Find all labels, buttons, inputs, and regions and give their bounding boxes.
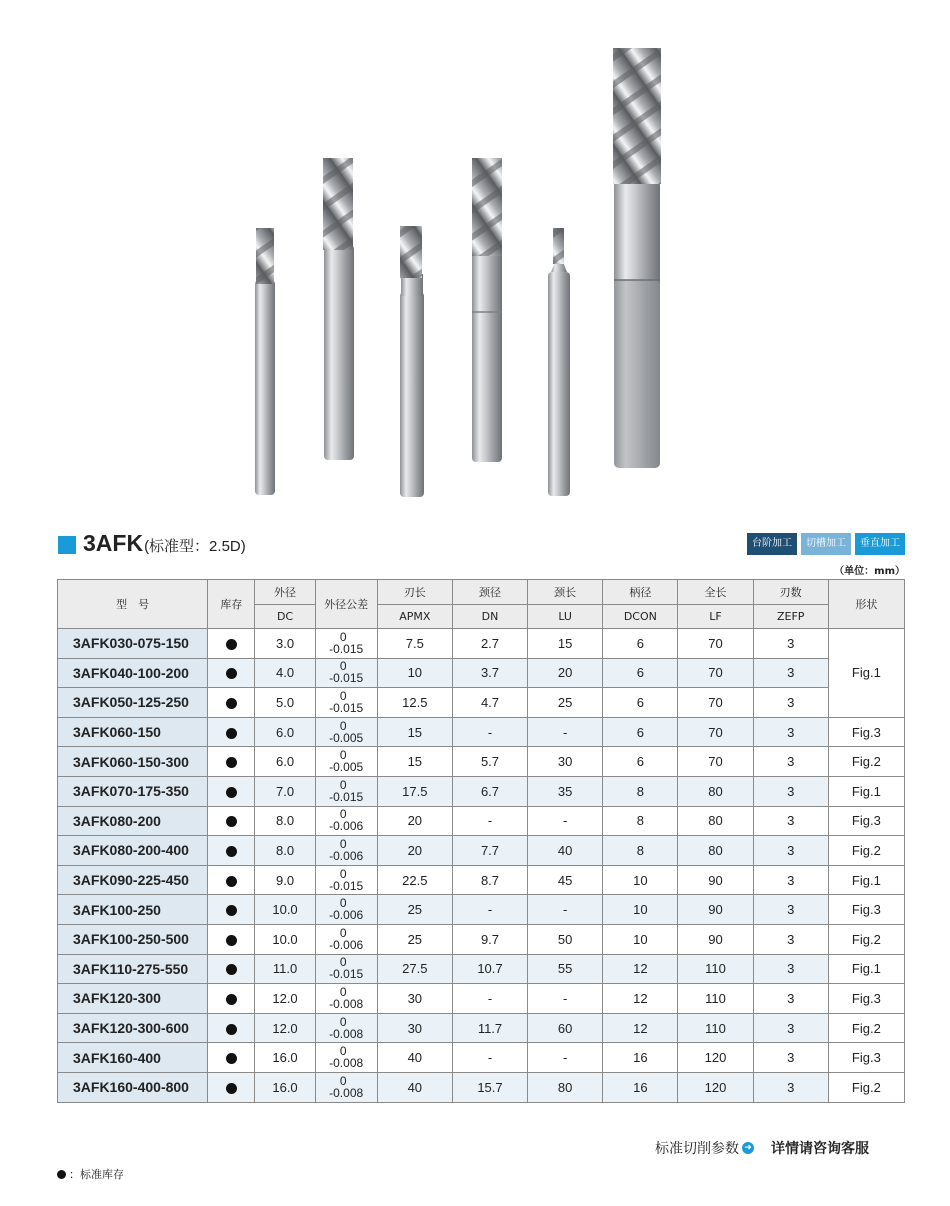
- model-cell: 3AFK080-200-400: [58, 836, 208, 866]
- lf-cell: 110: [678, 984, 753, 1014]
- dcon-cell: 10: [603, 895, 678, 925]
- tag-step-machining: 台阶加工: [747, 533, 797, 555]
- dcon-cell: 6: [603, 688, 678, 718]
- apmx-cell: 25: [377, 924, 452, 954]
- shape-cell: Fig.2: [828, 924, 904, 954]
- col-dn-code: DN: [452, 605, 527, 629]
- tolerance-upper: 0: [339, 1073, 347, 1088]
- tolerance-lower: -0.015: [329, 878, 364, 893]
- model-cell: 3AFK160-400: [58, 1043, 208, 1073]
- zefp-cell: 3: [753, 1072, 828, 1102]
- col-dc-code: DC: [255, 605, 315, 629]
- apmx-cell: 20: [377, 836, 452, 866]
- apmx-cell: 22.5: [377, 865, 452, 895]
- table-row: [58, 836, 905, 866]
- stock-dot-icon: [226, 787, 237, 798]
- shape-cell: Fig.1: [828, 629, 904, 718]
- apmx-cell: 15: [377, 717, 452, 747]
- table-row: [58, 1013, 905, 1043]
- series-title: [58, 530, 246, 560]
- stock-cell: [208, 747, 255, 777]
- dn-cell: 7.7: [452, 836, 527, 866]
- stock-cell: [208, 836, 255, 866]
- model-cell: 3AFK080-200: [58, 806, 208, 836]
- model-cell: 3AFK050-125-250: [58, 688, 208, 718]
- lu-cell: -: [528, 1043, 603, 1073]
- dc-cell: 3.0: [255, 629, 315, 659]
- dc-cell: 9.0: [255, 865, 315, 895]
- dc-cell: 16.0: [255, 1072, 315, 1102]
- end-mill-product-photo: [0, 0, 950, 510]
- tolerance-lower: -0.008: [329, 996, 364, 1011]
- model-cell: 3AFK060-150-300: [58, 747, 208, 777]
- dc-cell: 8.0: [255, 836, 315, 866]
- col-lu: 颈长: [528, 580, 603, 605]
- stock-dot-icon: [226, 816, 237, 827]
- col-lu-code: LU: [528, 605, 603, 629]
- col-apmx-code: APMX: [377, 605, 452, 629]
- end-mill-2: [323, 158, 354, 460]
- dc-cell: 12.0: [255, 984, 315, 1014]
- zefp-cell: 3: [753, 895, 828, 925]
- zefp-cell: 3: [753, 747, 828, 777]
- tolerance-lower: -0.005: [329, 730, 364, 745]
- lu-cell: -: [528, 895, 603, 925]
- stock-cell: [208, 984, 255, 1014]
- dn-cell: 4.7: [452, 688, 527, 718]
- stock-cell: [208, 865, 255, 895]
- tolerance-lower: -0.015: [329, 700, 364, 715]
- tolerance-upper: 0: [339, 807, 347, 822]
- stock-legend-text: ：标准库存: [69, 1168, 124, 1181]
- lu-cell: 20: [528, 658, 603, 688]
- apmx-cell: 20: [377, 806, 452, 836]
- zefp-cell: 3: [753, 924, 828, 954]
- dn-cell: 5.7: [452, 747, 527, 777]
- col-shape: 形状: [828, 580, 904, 629]
- tolerance-cell: [315, 658, 377, 688]
- col-dcon-code: DCON: [603, 605, 678, 629]
- dcon-cell: 16: [603, 1072, 678, 1102]
- lu-cell: 55: [528, 954, 603, 984]
- model-cell: 3AFK040-100-200: [58, 658, 208, 688]
- tolerance-cell: [315, 747, 377, 777]
- zefp-cell: 3: [753, 688, 828, 718]
- model-cell: 3AFK060-150: [58, 717, 208, 747]
- dcon-cell: 12: [603, 1013, 678, 1043]
- tolerance-cell: [315, 865, 377, 895]
- tolerance-cell: [315, 984, 377, 1014]
- spec-table-body: [58, 629, 905, 1103]
- stock-dot-icon: [226, 698, 237, 709]
- dcon-cell: 12: [603, 984, 678, 1014]
- spec-table: [57, 579, 905, 1103]
- apmx-cell: 40: [377, 1043, 452, 1073]
- lu-cell: 35: [528, 776, 603, 806]
- stock-dot-icon: [226, 728, 237, 739]
- table-row: [58, 1072, 905, 1102]
- stock-dot-icon: [226, 668, 237, 679]
- stock-cell: [208, 1013, 255, 1043]
- dc-cell: 8.0: [255, 806, 315, 836]
- stock-dot-icon: [226, 1024, 237, 1035]
- tolerance-upper: 0: [339, 955, 347, 970]
- lf-cell: 70: [678, 629, 753, 659]
- lf-cell: 90: [678, 865, 753, 895]
- dcon-cell: 10: [603, 865, 678, 895]
- dcon-cell: 6: [603, 658, 678, 688]
- end-mill-5: [548, 228, 570, 496]
- col-zefp: 刃数: [753, 580, 828, 605]
- table-row: [58, 629, 905, 659]
- lf-cell: 70: [678, 747, 753, 777]
- tolerance-upper: 0: [339, 718, 347, 733]
- title-marker: [58, 536, 76, 554]
- zefp-cell: 3: [753, 717, 828, 747]
- stock-dot-icon: [57, 1170, 66, 1179]
- lu-cell: 80: [528, 1072, 603, 1102]
- tolerance-upper: 0: [339, 659, 347, 674]
- end-mill-6: [613, 48, 661, 468]
- col-dcon: 柄径: [603, 580, 678, 605]
- shape-cell: Fig.2: [828, 1013, 904, 1043]
- zefp-cell: 3: [753, 806, 828, 836]
- table-row: [58, 717, 905, 747]
- tolerance-upper: 0: [339, 925, 347, 940]
- stock-dot-icon: [226, 935, 237, 946]
- dc-cell: 6.0: [255, 717, 315, 747]
- tolerance-upper: 0: [339, 836, 347, 851]
- tag-slotting: 切槽加工: [801, 533, 851, 555]
- tag-vertical-machining: 垂直加工: [855, 533, 905, 555]
- col-model: 型 号: [58, 580, 208, 629]
- dc-cell: 10.0: [255, 895, 315, 925]
- dcon-cell: 6: [603, 747, 678, 777]
- tolerance-upper: 0: [339, 1044, 347, 1059]
- lu-cell: 60: [528, 1013, 603, 1043]
- application-tags: [747, 533, 905, 555]
- apmx-cell: 30: [377, 984, 452, 1014]
- stock-cell: [208, 806, 255, 836]
- tolerance-lower: -0.008: [329, 1085, 364, 1100]
- tolerance-lower: -0.015: [329, 789, 364, 804]
- tolerance-lower: -0.006: [329, 908, 364, 923]
- stock-dot-icon: [226, 1083, 237, 1094]
- stock-cell: [208, 895, 255, 925]
- shape-cell: Fig.2: [828, 1072, 904, 1102]
- dn-cell: -: [452, 984, 527, 1014]
- stock-dot-icon: [226, 1053, 237, 1064]
- lu-cell: 30: [528, 747, 603, 777]
- end-mill-3: [400, 226, 424, 497]
- stock-cell: [208, 1043, 255, 1073]
- col-apmx: 刃长: [377, 580, 452, 605]
- tolerance-cell: [315, 1013, 377, 1043]
- dc-cell: 16.0: [255, 1043, 315, 1073]
- lf-cell: 80: [678, 806, 753, 836]
- lf-cell: 70: [678, 688, 753, 718]
- tolerance-upper: 0: [339, 688, 347, 703]
- tolerance-lower: -0.006: [329, 819, 364, 834]
- shape-cell: Fig.2: [828, 747, 904, 777]
- dc-cell: 7.0: [255, 776, 315, 806]
- tolerance-cell: [315, 895, 377, 925]
- tolerance-lower: -0.005: [329, 760, 364, 775]
- dn-cell: -: [452, 717, 527, 747]
- end-mill-4: [472, 158, 502, 462]
- tolerance-upper: 0: [339, 866, 347, 881]
- apmx-cell: 25: [377, 895, 452, 925]
- lf-cell: 70: [678, 658, 753, 688]
- tolerance-upper: 0: [339, 984, 347, 999]
- apmx-cell: 10: [377, 658, 452, 688]
- tolerance-upper: 0: [339, 629, 347, 644]
- stock-dot-icon: [226, 994, 237, 1005]
- lf-cell: 80: [678, 776, 753, 806]
- model-cell: 3AFK160-400-800: [58, 1072, 208, 1102]
- lf-cell: 70: [678, 717, 753, 747]
- stock-cell: [208, 717, 255, 747]
- stock-cell: [208, 924, 255, 954]
- stock-cell: [208, 658, 255, 688]
- apmx-cell: 12.5: [377, 688, 452, 718]
- tolerance-lower: -0.015: [329, 967, 364, 982]
- table-row: [58, 924, 905, 954]
- dcon-cell: 12: [603, 954, 678, 984]
- shape-cell: Fig.1: [828, 954, 904, 984]
- stock-dot-icon: [226, 905, 237, 916]
- dn-cell: 8.7: [452, 865, 527, 895]
- series-subtitle: (标准型：2.5D): [144, 538, 246, 555]
- unit-note: （单位：mm）: [834, 566, 905, 577]
- table-row: [58, 954, 905, 984]
- lf-cell: 120: [678, 1043, 753, 1073]
- apmx-cell: 17.5: [377, 776, 452, 806]
- tolerance-cell: [315, 717, 377, 747]
- zefp-cell: 3: [753, 629, 828, 659]
- dn-cell: 10.7: [452, 954, 527, 984]
- tolerance-cell: [315, 836, 377, 866]
- dn-cell: 6.7: [452, 776, 527, 806]
- col-dn: 颈径: [452, 580, 527, 605]
- shape-cell: Fig.3: [828, 1043, 904, 1073]
- table-row: [58, 776, 905, 806]
- apmx-cell: 15: [377, 747, 452, 777]
- table-row: [58, 658, 905, 688]
- dc-cell: 4.0: [255, 658, 315, 688]
- tolerance-cell: [315, 629, 377, 659]
- dn-cell: 2.7: [452, 629, 527, 659]
- tolerance-lower: -0.008: [329, 1026, 364, 1041]
- zefp-cell: 3: [753, 1013, 828, 1043]
- stock-dot-icon: [226, 757, 237, 768]
- cutting-params-link[interactable]: 标准切削参数: [655, 1141, 739, 1157]
- lf-cell: 110: [678, 1013, 753, 1043]
- stock-cell: [208, 688, 255, 718]
- shape-cell: Fig.3: [828, 984, 904, 1014]
- tolerance-upper: 0: [339, 748, 347, 763]
- footer-links: [655, 1138, 869, 1158]
- tolerance-lower: -0.006: [329, 848, 364, 863]
- lf-cell: 110: [678, 954, 753, 984]
- tolerance-cell: [315, 954, 377, 984]
- stock-dot-icon: [226, 876, 237, 887]
- tolerance-upper: 0: [339, 777, 347, 792]
- col-stock: 库存: [208, 580, 255, 629]
- zefp-cell: 3: [753, 1043, 828, 1073]
- dn-cell: 15.7: [452, 1072, 527, 1102]
- col-tolerance: 外径公差: [315, 580, 377, 629]
- model-cell: 3AFK100-250-500: [58, 924, 208, 954]
- tolerance-lower: -0.015: [329, 671, 364, 686]
- arrow-right-icon[interactable]: ➜: [742, 1142, 754, 1154]
- lu-cell: 15: [528, 629, 603, 659]
- table-row: [58, 984, 905, 1014]
- tolerance-cell: [315, 806, 377, 836]
- table-row: [58, 895, 905, 925]
- dcon-cell: 10: [603, 924, 678, 954]
- model-cell: 3AFK030-075-150: [58, 629, 208, 659]
- shape-cell: Fig.3: [828, 895, 904, 925]
- stock-cell: [208, 776, 255, 806]
- dc-cell: 10.0: [255, 924, 315, 954]
- lu-cell: -: [528, 806, 603, 836]
- tolerance-lower: -0.006: [329, 937, 364, 952]
- dc-cell: 12.0: [255, 1013, 315, 1043]
- dc-cell: 5.0: [255, 688, 315, 718]
- apmx-cell: 30: [377, 1013, 452, 1043]
- apmx-cell: 7.5: [377, 629, 452, 659]
- tolerance-lower: -0.015: [329, 641, 364, 656]
- shape-cell: Fig.1: [828, 865, 904, 895]
- col-dc: 外径: [255, 580, 315, 605]
- dcon-cell: 8: [603, 776, 678, 806]
- stock-cell: [208, 954, 255, 984]
- tolerance-cell: [315, 1072, 377, 1102]
- zefp-cell: 3: [753, 836, 828, 866]
- lu-cell: 45: [528, 865, 603, 895]
- stock-dot-icon: [226, 964, 237, 975]
- zefp-cell: 3: [753, 984, 828, 1014]
- end-mill-1: [255, 228, 275, 495]
- zefp-cell: 3: [753, 865, 828, 895]
- stock-legend: [57, 1166, 124, 1182]
- lu-cell: -: [528, 717, 603, 747]
- lf-cell: 90: [678, 895, 753, 925]
- shape-cell: Fig.2: [828, 836, 904, 866]
- table-row: [58, 806, 905, 836]
- lu-cell: -: [528, 984, 603, 1014]
- shape-cell: Fig.1: [828, 776, 904, 806]
- model-cell: 3AFK070-175-350: [58, 776, 208, 806]
- zefp-cell: 3: [753, 954, 828, 984]
- col-lf-code: LF: [678, 605, 753, 629]
- model-cell: 3AFK120-300: [58, 984, 208, 1014]
- shape-cell: Fig.3: [828, 806, 904, 836]
- stock-dot-icon: [226, 639, 237, 650]
- col-zefp-code: ZEFP: [753, 605, 828, 629]
- tolerance-cell: [315, 688, 377, 718]
- model-cell: 3AFK100-250: [58, 895, 208, 925]
- stock-dot-icon: [226, 846, 237, 857]
- stock-cell: [208, 629, 255, 659]
- lu-cell: 40: [528, 836, 603, 866]
- model-cell: 3AFK110-275-550: [58, 954, 208, 984]
- dcon-cell: 6: [603, 629, 678, 659]
- stock-cell: [208, 1072, 255, 1102]
- tolerance-lower: -0.008: [329, 1056, 364, 1071]
- tolerance-cell: [315, 1043, 377, 1073]
- dcon-cell: 16: [603, 1043, 678, 1073]
- zefp-cell: 3: [753, 658, 828, 688]
- dcon-cell: 8: [603, 806, 678, 836]
- dn-cell: 3.7: [452, 658, 527, 688]
- model-cell: 3AFK090-225-450: [58, 865, 208, 895]
- dc-cell: 11.0: [255, 954, 315, 984]
- lf-cell: 120: [678, 1072, 753, 1102]
- series-code: 3AFK: [83, 530, 144, 556]
- lu-cell: 25: [528, 688, 603, 718]
- model-cell: 3AFK120-300-600: [58, 1013, 208, 1043]
- apmx-cell: 40: [377, 1072, 452, 1102]
- table-row: [58, 1043, 905, 1073]
- col-lf: 全长: [678, 580, 753, 605]
- dcon-cell: 6: [603, 717, 678, 747]
- table-row: [58, 747, 905, 777]
- table-row: [58, 865, 905, 895]
- dn-cell: -: [452, 1043, 527, 1073]
- lu-cell: 50: [528, 924, 603, 954]
- dn-cell: -: [452, 895, 527, 925]
- apmx-cell: 27.5: [377, 954, 452, 984]
- lf-cell: 80: [678, 836, 753, 866]
- dn-cell: 11.7: [452, 1013, 527, 1043]
- dcon-cell: 8: [603, 836, 678, 866]
- lf-cell: 90: [678, 924, 753, 954]
- dc-cell: 6.0: [255, 747, 315, 777]
- contact-note: 详情请咨询客服: [771, 1141, 869, 1157]
- dn-cell: -: [452, 806, 527, 836]
- shape-cell: Fig.3: [828, 717, 904, 747]
- tolerance-cell: [315, 776, 377, 806]
- tolerance-cell: [315, 924, 377, 954]
- zefp-cell: 3: [753, 776, 828, 806]
- dn-cell: 9.7: [452, 924, 527, 954]
- table-row: [58, 688, 905, 718]
- tolerance-upper: 0: [339, 896, 347, 911]
- tolerance-upper: 0: [339, 1014, 347, 1029]
